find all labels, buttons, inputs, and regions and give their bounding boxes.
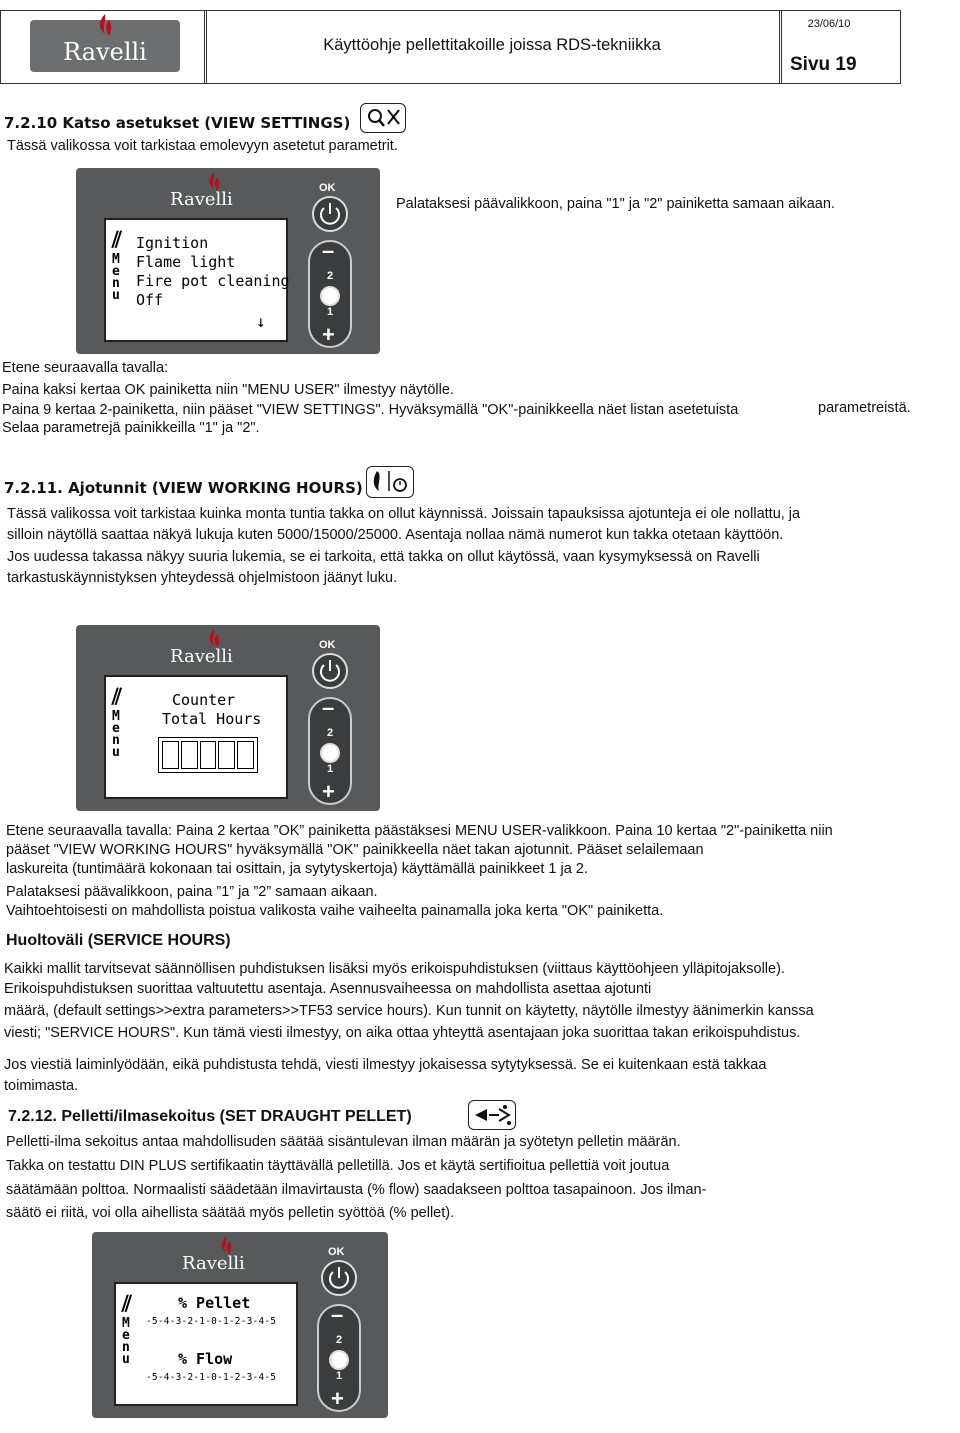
lcd-line: Off bbox=[136, 291, 164, 309]
ok-button[interactable] bbox=[312, 196, 348, 232]
lcd-arrow-down-icon: ↓ bbox=[256, 312, 266, 331]
lcd-line: Flame light bbox=[136, 253, 236, 271]
section-intro-7210: Tässä valikossa voit tarkistaa emolevyyn asetetut parametrit. bbox=[7, 138, 398, 154]
paragraph-line: Tässä valikossa voit tarkistaa kuinka monta tuntia takka on ollut käynnissä. Joissain tapauksissa ajotunteja ei ole nollattu, ja bbox=[7, 506, 801, 522]
paragraph-line: silloin näytöllä saattaa näkyä lukuja kuten 5000/15000/25000. Asentaja nollaa nämä numerot kun takka otetaan käyttöön. bbox=[7, 527, 784, 543]
lcd-scale: -5-4-3-2-1-0-1-2-3-4-5 bbox=[146, 1316, 277, 1327]
lcd-line: Counter bbox=[172, 691, 236, 709]
panel-logo: Ravelli bbox=[170, 189, 233, 210]
working-hours-icon bbox=[366, 466, 414, 498]
plus-icon: + bbox=[322, 322, 335, 347]
service-line: viesti; "SERVICE HOURS". Kun tämä viesti ilmestyy, on aika ottaa yhteyttä asentajaan joka suorittaa takan erikoispuhdistus. bbox=[4, 1025, 801, 1041]
steps-line: Paina 9 kertaa 2-painiketta, niin pääset "VIEW SETTINGS". Hyväksymällä "OK"-painikkeella näet listan asetetuista bbox=[2, 402, 739, 418]
section-heading-7212: 7.2.12. Pelletti/ilmasekoitus (SET DRAUGHT PELLET) bbox=[8, 1108, 412, 1125]
lcd-line: Fire pot cleaning bbox=[136, 272, 290, 290]
lcd-menu-label: ⫽ M e n u bbox=[112, 685, 122, 760]
lcd-scale: -5-4-3-2-1-0-1-2-3-4-5 bbox=[146, 1372, 277, 1383]
magnifier-tools-icon bbox=[361, 104, 405, 132]
ok-button[interactable] bbox=[312, 653, 348, 689]
counter-digits bbox=[158, 737, 258, 773]
button-2-label: 2 bbox=[336, 1334, 343, 1346]
panel-logo: Ravelli bbox=[170, 646, 233, 667]
button-1-label: 1 bbox=[327, 306, 334, 318]
button-2[interactable] bbox=[320, 743, 340, 763]
power-icon bbox=[323, 1262, 355, 1294]
ok-button[interactable] bbox=[321, 1260, 357, 1296]
ok-label: OK bbox=[319, 182, 336, 194]
panel-logo: Ravelli bbox=[182, 1253, 245, 1274]
button-1-label: 1 bbox=[327, 763, 334, 775]
paragraph-line: Takka on testattu DIN PLUS sertifikaatin täyttävällä pelletillä. Jos et käytä sertifioitua pellettiä voit joutua bbox=[6, 1158, 670, 1174]
fan-pellet-icon bbox=[469, 1101, 515, 1129]
service-line: Jos viestiä laiminlyödään, eikä puhdistusta tehdä, viesti ilmestyy jokaisessa sytytyksessä. Se ei kuitenkaan estä takkaa bbox=[4, 1057, 767, 1073]
button-2[interactable] bbox=[329, 1350, 349, 1370]
lcd-line: Ignition bbox=[136, 234, 209, 252]
service-line: Erikoispuhdistuksen suorittaa valtuutettu asentaja. Asennusvaiheessa on mahdollista asettaa ajotunti bbox=[4, 981, 652, 997]
return-note: Palataksesi päävalikkoon, paina "1" ja "2" painiketta samaan aikaan. bbox=[396, 196, 835, 212]
steps-line: Vaihtoehtoisesti on mahdollista poistua valikosta vaihe vaiheelta painamalla joka kerta "OK" painiketta. bbox=[6, 903, 664, 919]
draught-pellet-icon bbox=[468, 1100, 516, 1130]
steps-line: Palataksesi päävalikkoon, paina ”1” ja ”2” samaan aikaan. bbox=[6, 884, 378, 900]
lcd-line: Total Hours bbox=[162, 710, 262, 728]
flame-icon bbox=[94, 14, 116, 40]
button-1-label: 1 bbox=[336, 1370, 343, 1382]
control-panel-3 bbox=[92, 1232, 388, 1418]
plus-icon: + bbox=[322, 779, 335, 804]
logo-text: Ravelli bbox=[63, 38, 147, 66]
control-panel-1 bbox=[76, 168, 380, 354]
steps-line: parametreistä. bbox=[818, 400, 911, 416]
section-heading-7211: 7.2.11. Ajotunnit (VIEW WORKING HOURS) bbox=[4, 479, 363, 497]
button-2-label: 2 bbox=[327, 270, 334, 282]
minus-icon: – bbox=[331, 1302, 344, 1327]
service-line: toimimasta. bbox=[4, 1078, 79, 1094]
paragraph-line: tarkastuskäynnistyksen yhteydessä ohjelmistoon jäänyt luku. bbox=[7, 570, 398, 586]
paragraph-line: Pelletti-ilma sekoitus antaa mahdollisuden säätää sisäntulevan ilman määrän ja syötetyn pelletin määrän. bbox=[6, 1134, 681, 1150]
lcd-screen bbox=[114, 1282, 298, 1406]
paragraph-line: Jos uudessa takassa näkyy suuria lukemia, se ei tarkoita, että takka on ollut käytössä, vaan kysymyksessä on Ravelli bbox=[7, 549, 760, 565]
lcd-menu-label: ⫽ M e n u bbox=[112, 228, 122, 303]
steps-line: laskureita (tuntimäärä kokonaan tai osittain, ja sytytyskertoja) käyttämällä painikkeet 1 ja 2. bbox=[6, 861, 588, 877]
page-number: Sivu 19 bbox=[790, 54, 857, 75]
ok-label: OK bbox=[319, 639, 336, 651]
lcd-screen bbox=[104, 675, 288, 799]
minus-icon: – bbox=[322, 695, 335, 720]
service-line: Kaikki mallit tarvitsevat säännöllisen puhdistuksen lisäksi myös erikoispuhdistuksen (viittaus käyttöohjeen ylläpitojaksolle). bbox=[4, 961, 785, 977]
control-panel-2 bbox=[76, 625, 380, 811]
header-logo bbox=[30, 20, 180, 72]
steps-line: Etene seuraavalla tavalla: Paina 2 kertaa ”OK” painiketta päästäksesi MENU USER-valikkoon. Paina 10 kertaa "2"-painiketta niin bbox=[6, 823, 833, 839]
power-icon bbox=[314, 198, 346, 230]
header-title: Käyttöohje pellettitakoille joissa RDS-tekniikka bbox=[323, 36, 661, 54]
minus-icon: – bbox=[322, 238, 335, 263]
lcd-screen bbox=[104, 218, 288, 342]
service-line: määrä, (default settings>>extra parameters>>TF53 service hours). Kun tunnit on käytetty, näytölle ilmestyy äänimerkin kanssa bbox=[4, 1003, 814, 1019]
paragraph-line: säätö ei riitä, voi olla aihellista säätää myös pelletin syöttöä (% pellet). bbox=[6, 1205, 455, 1221]
section-heading-7210: 7.2.10 Katso asetukset (VIEW SETTINGS) bbox=[4, 114, 351, 132]
steps-line: pääset "VIEW WORKING HOURS" hyväksymällä "OK" painikkeella näet takan ajotunnit. Pääset selailemaan bbox=[6, 842, 704, 858]
ok-label: OK bbox=[328, 1246, 345, 1258]
paragraph-line: säätämään polttoa. Normaalisti säädetään ilmavirtausta (% flow) saadakseen polttoa tasapainoon. Jos ilman- bbox=[6, 1182, 707, 1198]
plus-icon: + bbox=[331, 1386, 344, 1411]
steps-line: Paina kaksi kertaa OK painiketta niin "MENU USER" ilmestyy näytölle. bbox=[2, 382, 454, 398]
lcd-line: % Pellet bbox=[178, 1294, 251, 1312]
lcd-line: % Flow bbox=[178, 1350, 233, 1368]
button-2-label: 2 bbox=[327, 727, 334, 739]
power-icon bbox=[314, 655, 346, 687]
view-settings-icon bbox=[360, 103, 406, 133]
lcd-menu-label: ⫽ M e n u bbox=[122, 1292, 132, 1367]
steps-line: Selaa parametrejä painikkeilla "1" ja "2". bbox=[2, 420, 260, 436]
service-heading: Huoltoväli (SERVICE HOURS) bbox=[6, 932, 231, 949]
flame-clock-icon bbox=[367, 467, 413, 497]
button-2[interactable] bbox=[320, 286, 340, 306]
steps-line: Etene seuraavalla tavalla: bbox=[2, 360, 169, 376]
header-date: 23/06/10 bbox=[807, 18, 851, 30]
